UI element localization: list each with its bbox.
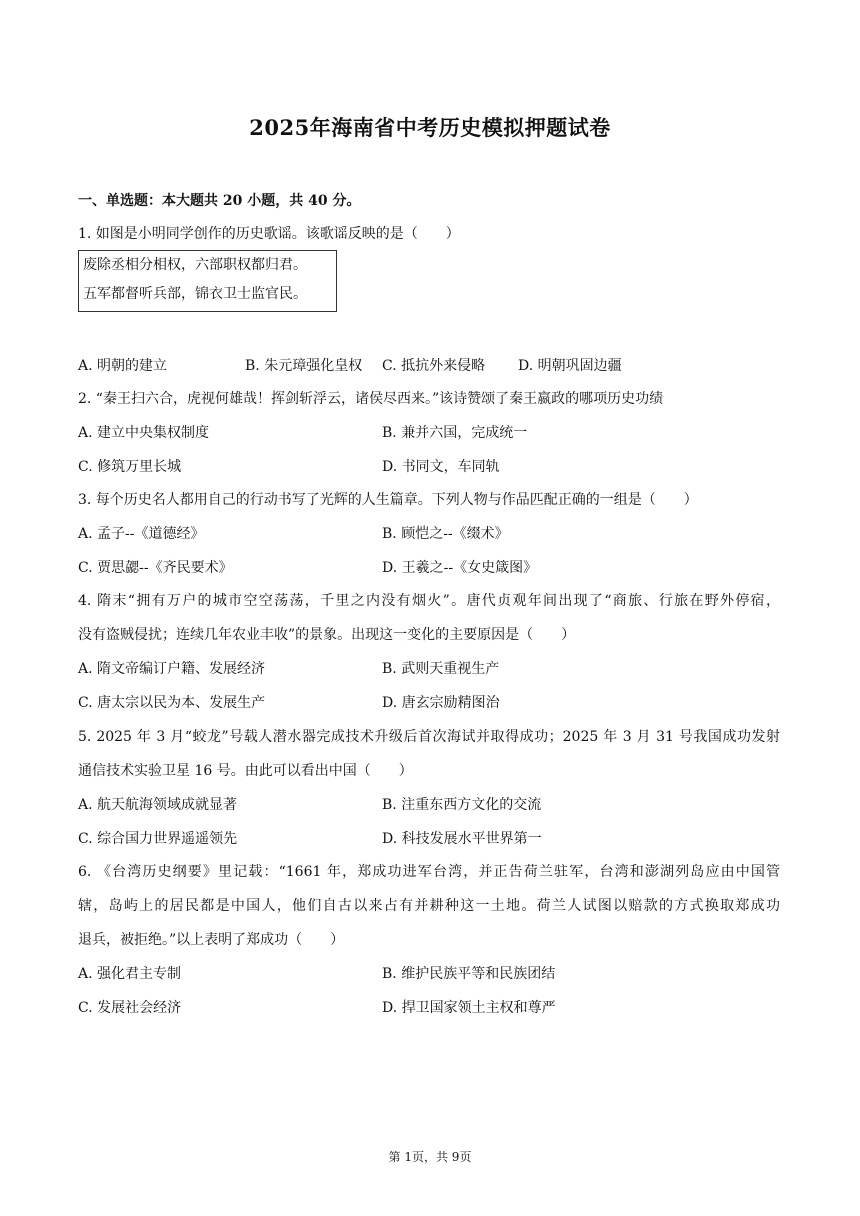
question-6-stem-line-3: 退兵，被拒绝。”以上表明了郑成功（ ） [78, 932, 345, 948]
question-3-option-d[interactable]: D. 王羲之--《女史箴图》 [382, 560, 538, 576]
question-1-option-b[interactable]: B. 朱元璋强化皇权 [245, 358, 363, 374]
question-6-option-a[interactable]: A. 强化君主专制 [78, 966, 182, 982]
page-title: 2025年海南省中考历史模拟押题试卷 [249, 115, 611, 140]
question-6-stem-line-2: 辖，岛屿上的居民都是中国人，他们自古以来占有并耕种这一土地。荷兰人试图以赔款的方式换取郑成功 [78, 898, 780, 914]
question-5-option-b[interactable]: B. 注重东西方文化的交流 [382, 797, 542, 813]
question-6-option-c[interactable]: C. 发展社会经济 [78, 1000, 182, 1016]
question-6-option-b[interactable]: B. 维护民族平等和民族团结 [382, 966, 556, 982]
question-2-option-c[interactable]: C. 修筑万里长城 [78, 459, 182, 475]
question-5-option-c[interactable]: C. 综合国力世界遥遥领先 [78, 831, 238, 847]
question-3-option-b[interactable]: B. 顾恺之--《缀术》 [382, 526, 509, 542]
question-2-option-a[interactable]: A. 建立中央集权制度 [78, 425, 210, 441]
question-2-option-b[interactable]: B. 兼并六国，完成统一 [382, 425, 528, 441]
question-2-option-d[interactable]: D. 书同文，车同轨 [382, 459, 500, 475]
question-4-option-a[interactable]: A. 隋文帝编订户籍、发展经济 [78, 661, 266, 677]
question-3-stem: 3. 每个历史名人都用自己的行动书写了光辉的人生篇章。下列人物与作品匹配正确的一组是（ ） [78, 492, 698, 508]
question-3-option-c[interactable]: C. 贾思勰--《齐民要术》 [78, 560, 233, 576]
question-1-option-c[interactable]: C. 抵抗外来侵略 [382, 358, 486, 374]
question-2-stem: 2. “秦王扫六合，虎视何雄哉！挥剑斩浮云，诸侯尽西来。”该诗赞颂了秦王嬴政的哪项历史功绩 [78, 391, 664, 407]
question-5-stem-line-2: 通信技术实验卫星 16 号。由此可以看出中国（ ） [78, 763, 413, 779]
ballad-line-2: 五军都督听兵部，锦衣卫士监官民。 [83, 286, 307, 302]
question-1-option-d[interactable]: D. 明朝巩固边疆 [518, 358, 622, 374]
question-4-option-c[interactable]: C. 唐太宗以民为本、发展生产 [78, 695, 266, 711]
ballad-line-1: 废除丞相分相权，六部职权都归君。 [83, 257, 307, 273]
section-heading: 一、单选题：本大题共 20 小题，共 40 分。 [78, 193, 361, 209]
question-6-stem-line-1: 6. 《台湾历史纲要》里记载：“1661 年，郑成功进军台湾，并正告荷兰驻军，台湾和澎湖列岛应由中国管 [78, 864, 780, 880]
question-3-option-a[interactable]: A. 孟子--《道德经》 [78, 526, 205, 542]
question-4-stem-line-2: 没有盗贼侵扰；连续几年农业丰收”的景象。出现这一变化的主要原因是（ ） [78, 627, 576, 643]
page-footer: 第 1页，共 9页 [388, 1150, 472, 1164]
question-4-stem-line-1: 4. 隋末“拥有万户的城市空空荡荡，千里之内没有烟火”。唐代贞观年间出现了“商旅、行旅在野外停宿， [78, 593, 780, 609]
question-1-option-a[interactable]: A. 明朝的建立 [78, 358, 168, 374]
question-1-ballad-box [78, 250, 337, 312]
question-1-stem: 1. 如图是小明同学创作的历史歌谣。该歌谣反映的是（ ） [78, 226, 460, 242]
question-5-stem-line-1: 5. 2025 年 3 月“蛟龙”号载人潜水器完成技术升级后首次海试并取得成功；2025 年 3 月 31 号我国成功发射 [78, 729, 780, 745]
question-4-option-d[interactable]: D. 唐玄宗励精图治 [382, 695, 500, 711]
question-5-option-d[interactable]: D. 科技发展水平世界第一 [382, 831, 542, 847]
question-4-option-b[interactable]: B. 武则天重视生产 [382, 661, 500, 677]
question-6-option-d[interactable]: D. 捍卫国家领土主权和尊严 [382, 1000, 556, 1016]
question-5-option-a[interactable]: A. 航天航海领域成就显著 [78, 797, 238, 813]
